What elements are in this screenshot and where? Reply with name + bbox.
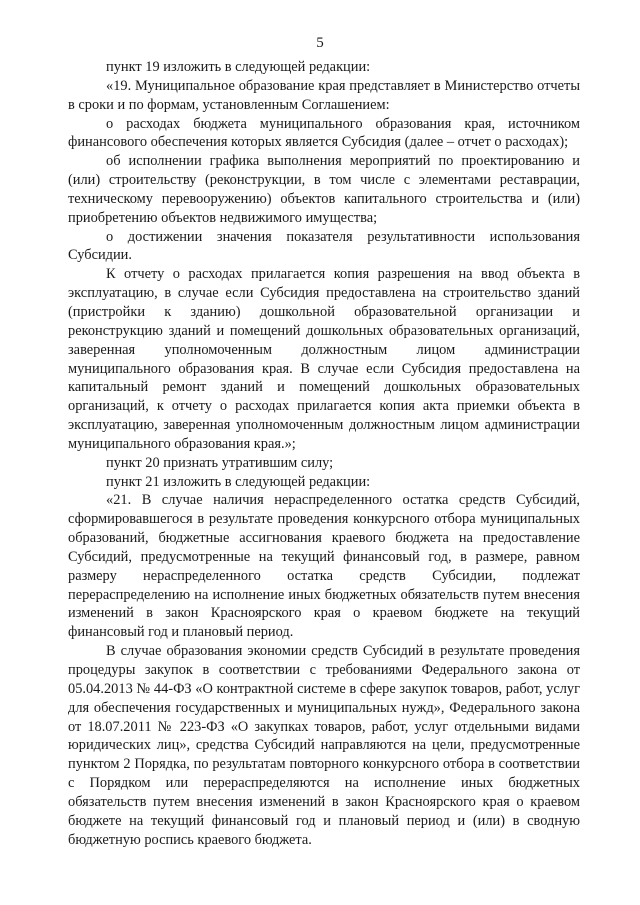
paragraph-item-21-text: «21. В случае наличия нераспределенного остатка средств Субсидий, сформировавшегося в результате проведения конкурсного отбора муниципальных образований, бюджетные ассигнования краевого бюджета на предоставление Субсидий, предусмотренные на текущий финансовый год, в размере, равном размеру нераспределенного остатка средств Субсидии, подлежат перераспределению на исполнение иных бюджетных обязательств путем внесения изменений в закон Красноярского края о краевом бюджете на текущий финансовый год и плановый период. xyxy=(68,492,580,641)
paragraph-item-19-text: «19. Муниципальное образование края представляет в Министерство отчеты в сроки и по формам, установленным Соглашением: xyxy=(68,77,580,113)
paragraph-performance-report: о достижении значения показателя результативности использования Субсидии. xyxy=(68,228,580,264)
paragraph-savings: В случае образования экономии средств Субсидий в результате проведения процедуры закупок в соответствии с требованиями Федерального закона от 05.04.2013 № 44-ФЗ «О контрактной системе в сфере закупок товаров, работ, услуг для обеспечения государственных и муниципальных нужд», Федерального закона от 18.07.2011 № 223-ФЗ «О закупках товаров, работ, услуг отдельными видами юридических лиц», средства Субсидий направляются на цели, предусмотренные пунктом 2 Порядка, по результатам повторного конкурсного отбора в соответствии с Порядком или перераспределяются на исполнение иных бюджетных обязательств путем внесения изменений в закон Красноярского края о краевом бюджете на текущий финансовый год и плановый период и (или) в сводную бюджетную роспись краевого бюджета. xyxy=(68,643,580,848)
paragraph-item-21-heading: пункт 21 изложить в следующей редакции: xyxy=(106,473,371,490)
document-body xyxy=(68,58,580,849)
paragraph-expense-report: о расходах бюджета муниципального образования края, источником финансового обеспечения которых является Субсидия (далее – отчет о расходах); xyxy=(68,115,580,151)
paragraph-report-attachments: К отчету о расходах прилагается копия разрешения на ввод объекта в эксплуатацию, в случае если Субсидия предоставлена на строительство зданий (пристройки к зданию) дошкольной образовательной организации и реконструкцию зданий и помещений дошкольных образовательных организаций, заверенная уполномоченным должностным лицом администрации муниципального образования края. В случае если Субсидия предоставлена на капитальный ремонт зданий и помещений дошкольных образовательных организаций, к отчету о расходах прилагается копия акта приемки объекта в эксплуатацию, заверенная уполномоченным должностным лицом администрации муниципального образования края.»; xyxy=(68,266,580,452)
paragraph-item-19-heading: пункт 19 изложить в следующей редакции: xyxy=(106,59,371,75)
page-number: 5 xyxy=(316,35,324,51)
paragraph-item-20: пункт 20 признать утратившим силу; xyxy=(106,454,334,471)
paragraph-schedule-report: об исполнении графика выполнения мероприятий по проектированию и (или) строительству (реконструкции, в том числе с элементами реставрации, техническому перевооружению) объектов капитального строительства и (или) приобретению объектов недвижимого имущества; xyxy=(68,153,580,226)
